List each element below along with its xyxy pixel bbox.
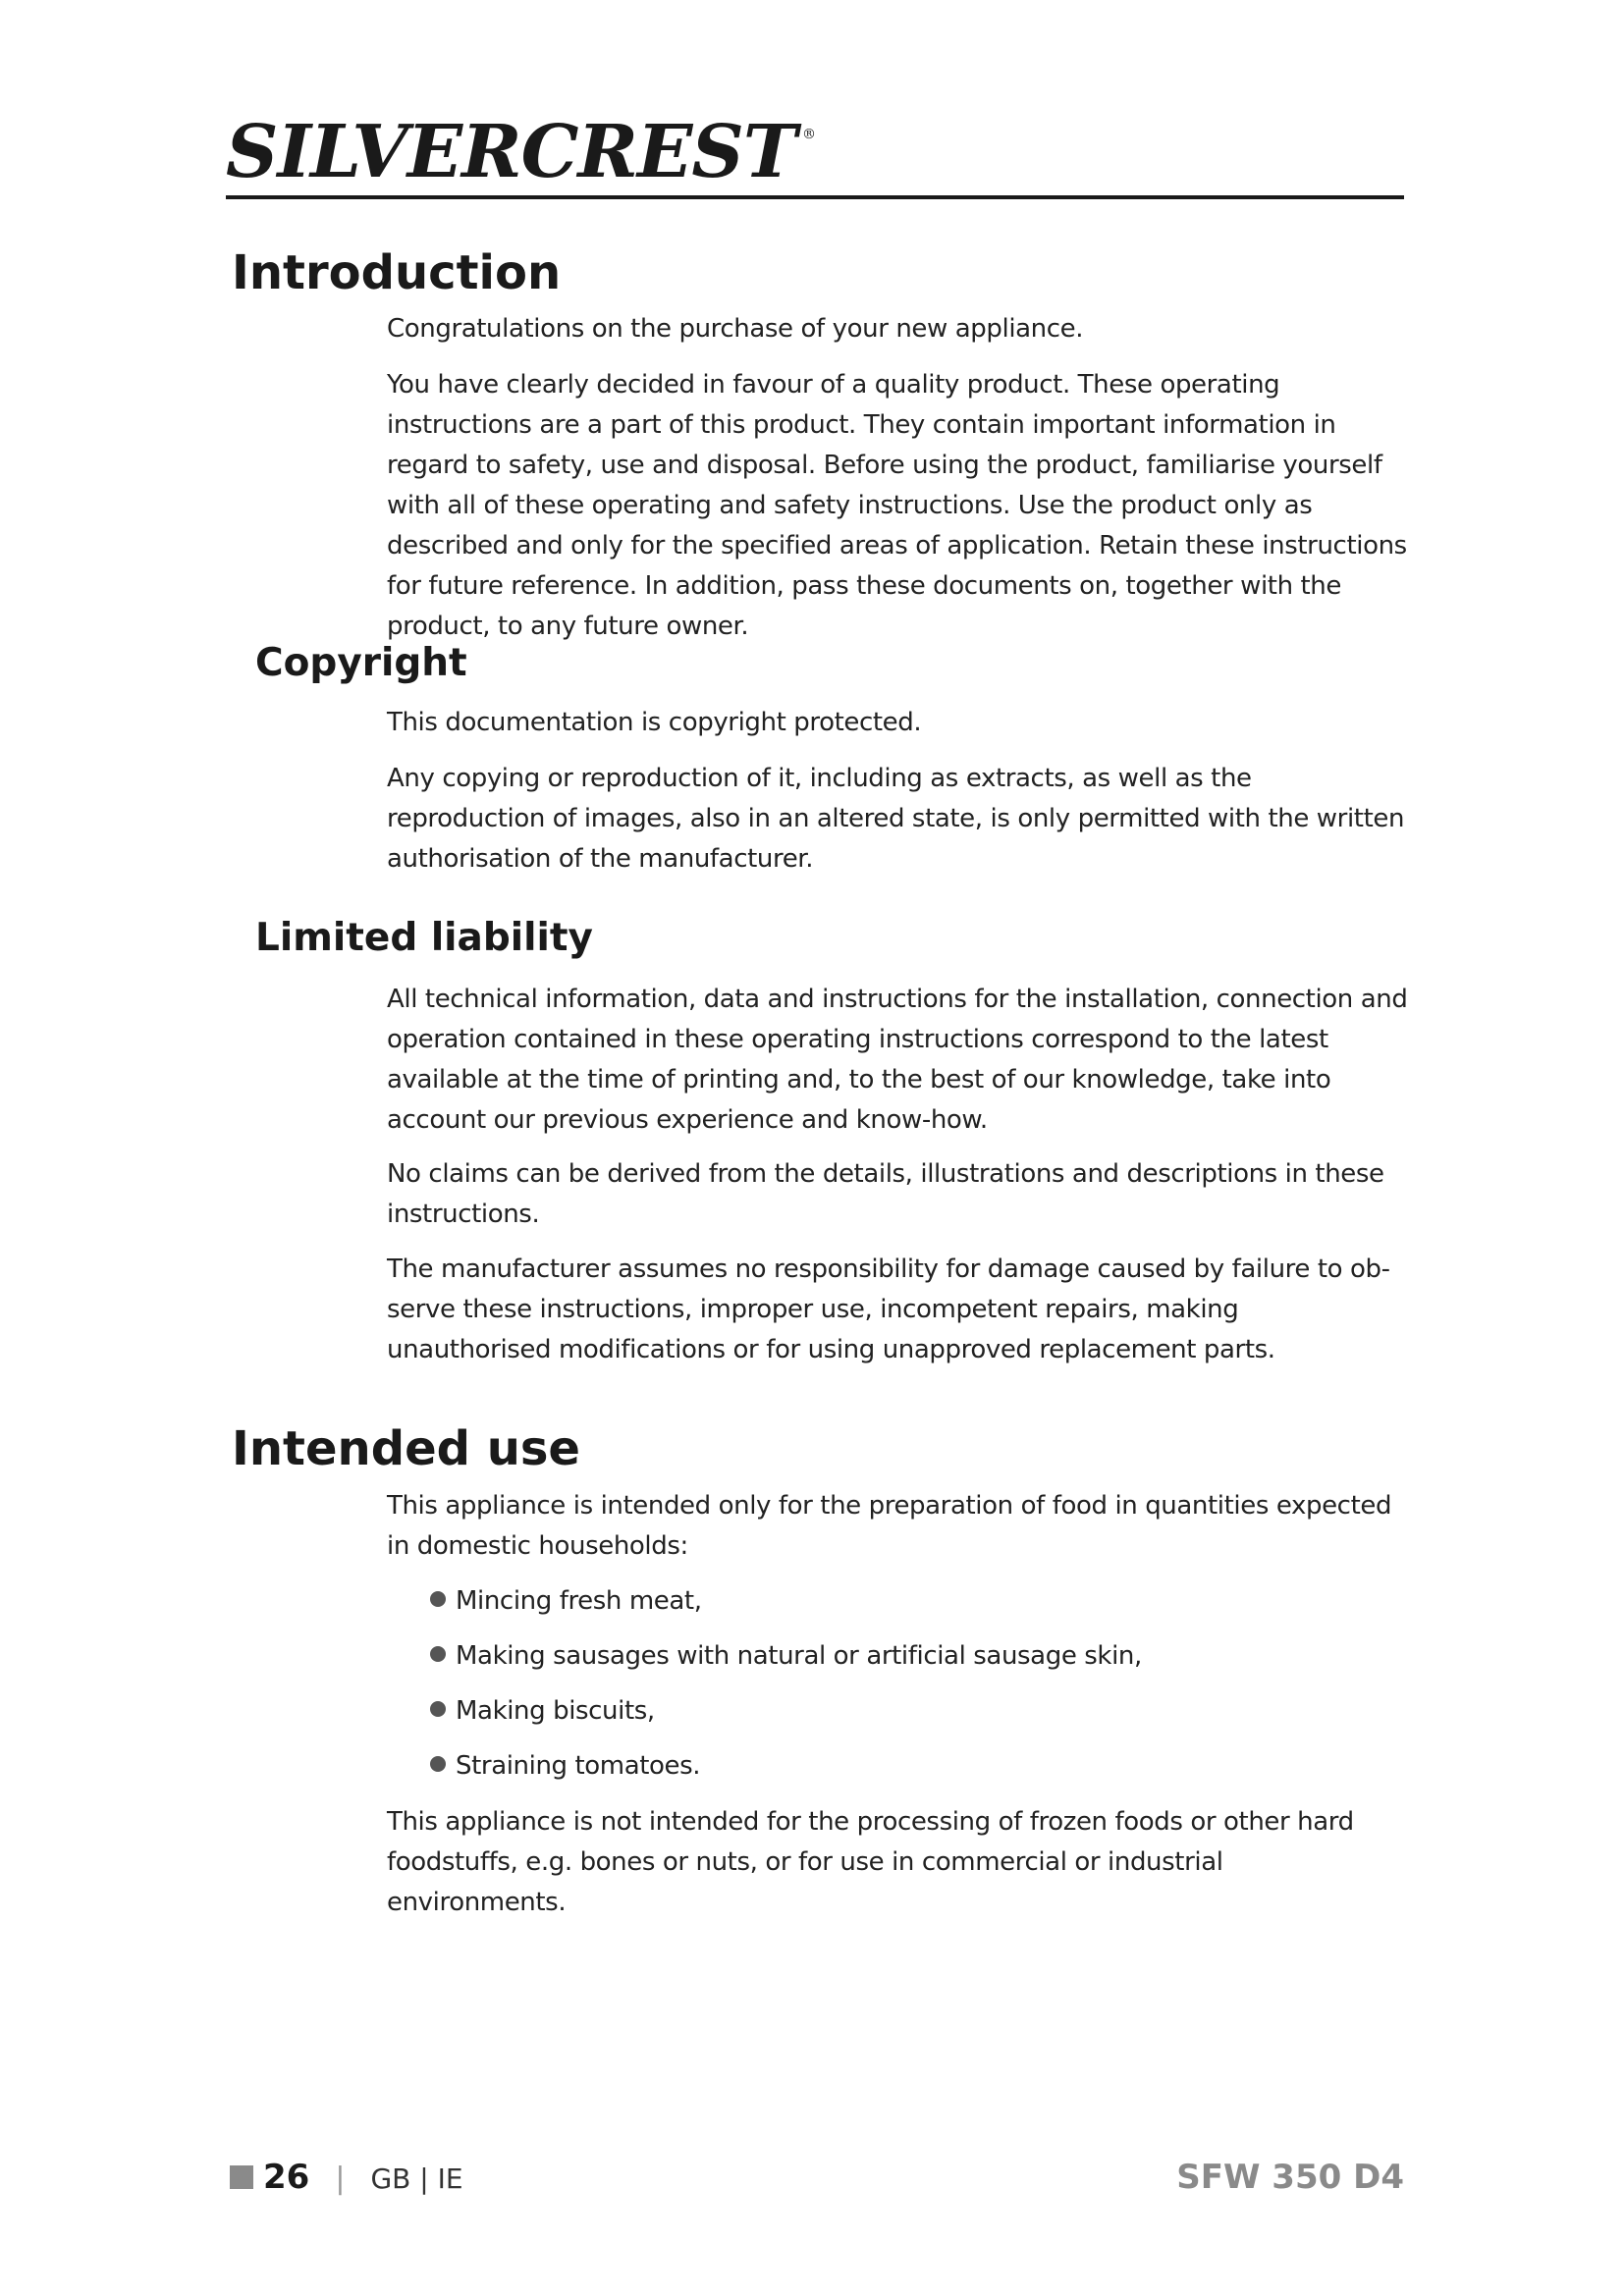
- intended-use-intro: This appliance is intended only for the preparation of food in quantities expected in domestic households:: [387, 1491, 1392, 1561]
- bullet-icon: [430, 1591, 446, 1607]
- logo-text-2: CREST: [520, 110, 796, 194]
- intended-use-outro: This appliance is not intended for the processing of frozen foods or other hard foodstuffs, e.g. bones or nuts, or for use in commercial or industrial environments.: [387, 1807, 1354, 1917]
- bullet-icon: [430, 1756, 446, 1772]
- footer-separator: |: [335, 2162, 346, 2196]
- header-rule: [226, 195, 1404, 199]
- footer-languages: GB | IE: [370, 2163, 463, 2195]
- logo-text-1: SILVER: [226, 110, 521, 194]
- list-item: Making sausages with natural or artificial sausage skin,: [430, 1636, 1142, 1677]
- intro-paragraph-1: Congratulations on the purchase of your new appliance.: [387, 314, 1084, 344]
- copyright-paragraph-2: Any copying or reproduction of it, including as extracts, as well as the reproduction of images, also in an altered state, is only permitted with the written authorisation of the manufacturer.: [387, 764, 1405, 874]
- list-item: Making biscuits,: [430, 1691, 655, 1732]
- model-number: SFW 350 D4: [1176, 2158, 1404, 2197]
- page-footer: [230, 2156, 463, 2199]
- registered-mark: ®: [801, 127, 815, 142]
- liability-paragraph-1: All technical information, data and instructions for the installation, connection and operation contained in these operating instructions correspond to the latest available at the time of printing and, to the best of our knowledge, take into account our previous experience and know-how.: [387, 985, 1408, 1135]
- list-item: Straining tomatoes.: [430, 1746, 700, 1787]
- liability-paragraph-2: No claims can be derived from the details, illustrations and descriptions in these instructions.: [387, 1159, 1384, 1229]
- footer-square-icon: [230, 2165, 253, 2189]
- heading-intended-use: Intended use: [232, 1421, 580, 1476]
- heading-limited-liability: Limited liability: [255, 916, 593, 960]
- liability-paragraph-3: The manufacturer assumes no responsibility for damage caused by failure to ob-serve these instructions, improper use, incompetent repairs, making unauthorised modifications or for using unapproved replacement parts.: [387, 1255, 1390, 1364]
- page-number: 26: [263, 2158, 310, 2197]
- bullet-icon: [430, 1646, 446, 1662]
- brand-logo: [226, 110, 815, 194]
- copyright-paragraph-1: This documentation is copyright protected.: [387, 708, 922, 737]
- heading-introduction: Introduction: [232, 245, 562, 300]
- intro-paragraph-2: You have clearly decided in favour of a quality product. These operating instructions are a part of this product. They contain important information in regard to safety, use and disposal. Before using the product, familiarise yourself with all of these operating and safety instructions. Use the product only as described and only for the specified areas of application. Retain these instructions for future reference. In addition, pass these documents on, together with the product, to any future owner.: [387, 370, 1407, 641]
- list-item: Mincing fresh meat,: [430, 1581, 702, 1622]
- bullet-icon: [430, 1701, 446, 1717]
- heading-copyright: Copyright: [255, 641, 467, 685]
